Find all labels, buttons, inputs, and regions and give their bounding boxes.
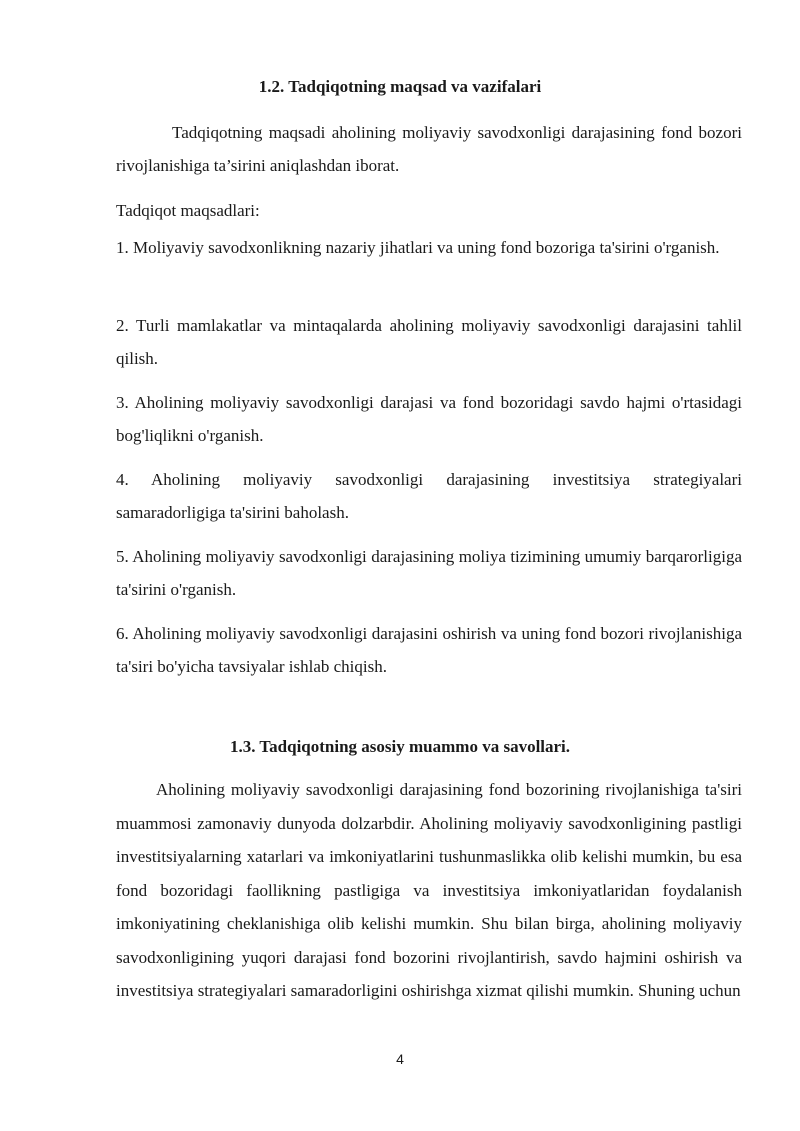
objective-item-4: 4. Aholining moliyaviy savodxonligi darajasining investitsiya strategiyalari samaradorligiga ta'sirini baholash.: [116, 470, 742, 522]
goal-paragraph: Tadqiqotning maqsadi aholining moliyaviy savodxonligi darajasining fond bozori rivojlanishiga ta’sirini aniqlashdan iborat.: [116, 123, 742, 175]
objective-item-2: 2. Turli mamlakatlar va mintaqalarda aholining moliyaviy savodxonligi darajasini tahlil qilish.: [116, 316, 742, 368]
objective-item-6: 6. Aholining moliyaviy savodxonligi darajasini oshirish va uning fond bozori rivojlanishiga ta'siri bo'yicha tavsiyalar ishlab chiqish.: [116, 624, 742, 676]
objective-item-1: 1. Moliyaviy savodxonlikning nazariy jihatlari va uning fond bozoriga ta'sirini o'rganish.: [116, 238, 720, 257]
section-heading-goals: 1.2. Tadqiqotning maqsad va vazifalari: [258, 77, 542, 96]
objective-item-5: 5. Aholining moliyaviy savodxonligi darajasining moliya tizimining umumiy barqarorligiga ta'sirini o'rganish.: [116, 547, 742, 599]
objectives-label: Tadqiqot maqsadlari:: [116, 201, 260, 220]
section-heading-problems: 1.3. Tadqiqotning asosiy muammo va savollari.: [229, 737, 571, 756]
objective-item-3: 3. Aholining moliyaviy savodxonligi darajasi va fond bozoridagi savdo hajmi o'rtasidagi bog'liqlikni o'rganish.: [116, 393, 742, 445]
page-number: 4: [396, 1051, 404, 1067]
problem-paragraph: Aholining moliyaviy savodxonligi darajasining fond bozorining rivojlanishiga ta'siri muammosi zamonaviy dunyoda dolzarbdir. Aholining moliyaviy savodxonligining pastligi investitsiyalarning xatarlari va imkoniyatlarini tushunmaslikka olib kelishi mumkin, bu esa fond bozoridagi faollikning pastligiga va investitsiya imkoniyatlaridan foydalanish imkoniyatining cheklanishiga olib kelishi mumkin. Shu bilan birga, aholining moliyaviy savodxonligining yuqori darajasi fond bozorini rivojlantirish, savdo hajmini oshirish va investitsiya strategiyalari samaradorligini oshirishga xizmat qilishi mumkin. Shuning uchun: [116, 780, 742, 1000]
